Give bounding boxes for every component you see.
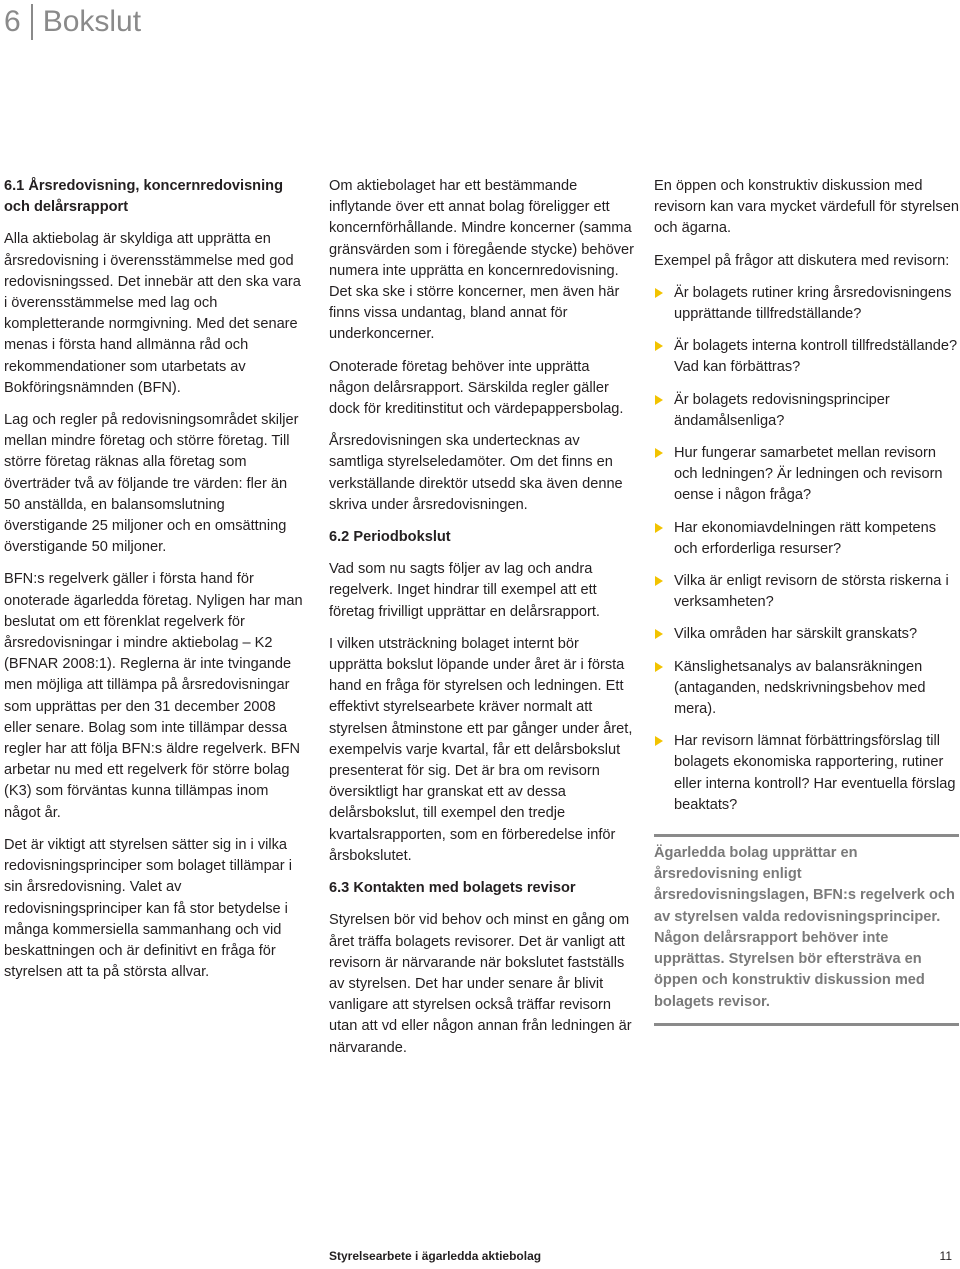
chapter-title: Bokslut [42, 5, 142, 38]
question-text: Är bolagets rutiner kring årsredovisningens upprättande tillfredställande? [674, 284, 952, 323]
question-text: Vilka områden har särskilt granskats? [674, 626, 918, 643]
paragraph: Exempel på frågor att diskutera med revisorn: [654, 252, 950, 269]
paragraph: En öppen och konstruktiv diskussion med revisorn kan vara mycket värdefull för styrelsen och ägarna. [654, 178, 959, 237]
summary-box [654, 834, 959, 1026]
summary-text: Ägarledda bolag upprättar en årsredovisning enligt årsredovisningslagen, BFN:s regelverk och av styrelsen valda redovisningsprinciper. Någon delårsrapport behöver inte upprättas. Styrelsen bör eftersträva en öppen och konstruktiv diskussion med bolagets revisor. [654, 845, 955, 1010]
paragraph: Lag och regler på redovisningsområdet skiljer mellan mindre företag och större företag. Till större företag räknas alla företag som överträder två av följande tre värden: fler än 50 anställda, en balansomslutning överstigande 25 miljoner och en omsättning överstigande 50 miljoner. [4, 412, 299, 556]
question-text: Vilka är enligt revisorn de största riskerna i verksamheten? [674, 573, 949, 611]
footer-title: Styrelsearbete i ägarledda aktiebolag [329, 1249, 542, 1263]
triangle-bullet-icon [655, 288, 663, 298]
paragraph: Alla aktiebolag är skyldiga att upprätta en årsredovisning i överensstämmelse med god redovisningssed. Det innebär att den ska vara i överensstämmelse med lag och kompletterande normgivning. Med det senare menas i första hand allmänna råd och rekommendationer som utarbetats av Bokföringsnämnden (BFN). [4, 231, 301, 396]
list-item [654, 518, 959, 560]
question-list [654, 283, 959, 816]
column-left [4, 176, 304, 994]
triangle-bullet-icon [655, 448, 663, 458]
triangle-bullet-icon [655, 662, 663, 672]
question-text: Har ekonomiavdelningen rätt kompetens och erforderliga resurser? [674, 519, 937, 557]
list-item [654, 657, 959, 721]
question-text: Känslighetsanalys av balansräkningen (antaganden, nedskrivningsbehov med mera). [674, 658, 926, 718]
list-item [654, 443, 959, 507]
chapter-divider [31, 4, 33, 40]
list-item [654, 336, 959, 378]
page-number: 11 [939, 1249, 952, 1263]
list-item [654, 283, 959, 325]
paragraph: Om aktiebolaget har ett bestämmande inflytande över ett annat bolag föreligger ett koncernförhållande. Mindre koncerner (samma gränsvärden som i föregående stycke) behöver numera inte upprätta en koncernredovisning. Det ska ske i större koncerner, men även här finns vissa undantag, bland annat för underkoncerner. [329, 178, 635, 343]
chapter-number: 6 [4, 5, 21, 38]
triangle-bullet-icon [655, 341, 663, 351]
section-heading-6-3: 6.3 Kontakten med bolagets revisor [329, 880, 576, 897]
paragraph: Vad som nu sagts följer av lag och andra regelverk. Inget hindrar till exempel att ett företag frivilligt upprättar en delårsrapport. [329, 561, 600, 620]
question-text: Är bolagets interna kontroll tillfredställande? Vad kan förbättras? [674, 338, 958, 376]
question-text: Har revisorn lämnat förbättringsförslag till bolagets ekonomiska rapportering, rutiner eller interna kontroll? Har eventuella förslag beaktats? [674, 733, 956, 813]
section-heading-6-1: 6.1 Årsredovisning, koncernredovisning och delårsrapport [4, 178, 283, 216]
triangle-bullet-icon [655, 736, 663, 746]
paragraph: I vilken utsträckning bolaget internt bör upprätta bokslut löpande under året är i första hand en fråga för styrelsen och ledningen. Ett effektivt styrelsearbete kräver normalt att styrelsen åtminstone ett par gånger under året, exempelvis varje kvartal, får ett delårsbokslut presenterat för sig. Det är bra om revisorn översiktligt har granskat ett av dessa delårsbokslut, till exempel den tredje kvartalsrapporten, som en förberedelse inför årsbokslutet. [329, 635, 633, 864]
paragraph: Onoterade företag behöver inte upprätta någon delårsrapport. Särskilda regler gäller dock för kreditinstitut och värdepappersbolag. [329, 358, 624, 418]
question-text: Hur fungerar samarbetet mellan revisorn och ledningen? Är ledningen och revisorn oense i någon fråga? [674, 445, 943, 504]
paragraph: BFN:s regelverk gäller i första hand för onoterade ägarledda företag. Nyligen har man beslutat om ett förenklat regelverk för årsredovisningar i mindre aktiebolag – K2 (BFNAR 2008:1). Reglerna är inte tvingande men möjliga att tillämpa på årsredovisningar som upprättas per den 31 december 2008 eller senare. Bolag som inte tillämpar dessa regler har att följa BFN:s äldre regelverk. BFN arbetar nu med ett regelverk för större bolag (K3) som förväntas kunna tillämpas inom något år. [4, 571, 303, 821]
paragraph: Årsredovisningen ska undertecknas av samtliga styrelseledamöter. Om det finns en verkställande direktör utsedd ska även denne skriva under årsredovisningen. [329, 433, 623, 513]
chapter-header [4, 2, 141, 42]
triangle-bullet-icon [655, 395, 663, 405]
section-heading-6-2: 6.2 Periodbokslut [329, 529, 451, 546]
list-item [654, 624, 959, 645]
paragraph: Det är viktigt att styrelsen sätter sig in i vilka redovisningsprinciper som bolaget tillämpar i sin årsredovisning. Valet av redovisningsprinciper kan få stor betydelse i många kommersiella sammanhang och vid beskattningen och är definitivt en fråga för styrelsen att ta på största allvar. [4, 836, 292, 981]
list-item [654, 390, 959, 432]
column-right [654, 176, 959, 1026]
list-item [654, 571, 959, 613]
column-middle [329, 176, 634, 1070]
paragraph: Styrelsen bör vid behov och minst en gång om året träffa bolagets revisorer. Det är vanligt att revisorn är närvarande när bokslutet fastställs av styrelsen. Det har under senare år blivit vanligare att styrelsen också träffar revisorn utan att vd eller någon annan från ledningen är närvarande. [329, 912, 632, 1056]
triangle-bullet-icon [655, 629, 663, 639]
triangle-bullet-icon [655, 576, 663, 586]
list-item [654, 731, 959, 816]
question-text: Är bolagets redovisningsprinciper ändamålsenliga? [674, 391, 890, 429]
triangle-bullet-icon [655, 523, 663, 533]
